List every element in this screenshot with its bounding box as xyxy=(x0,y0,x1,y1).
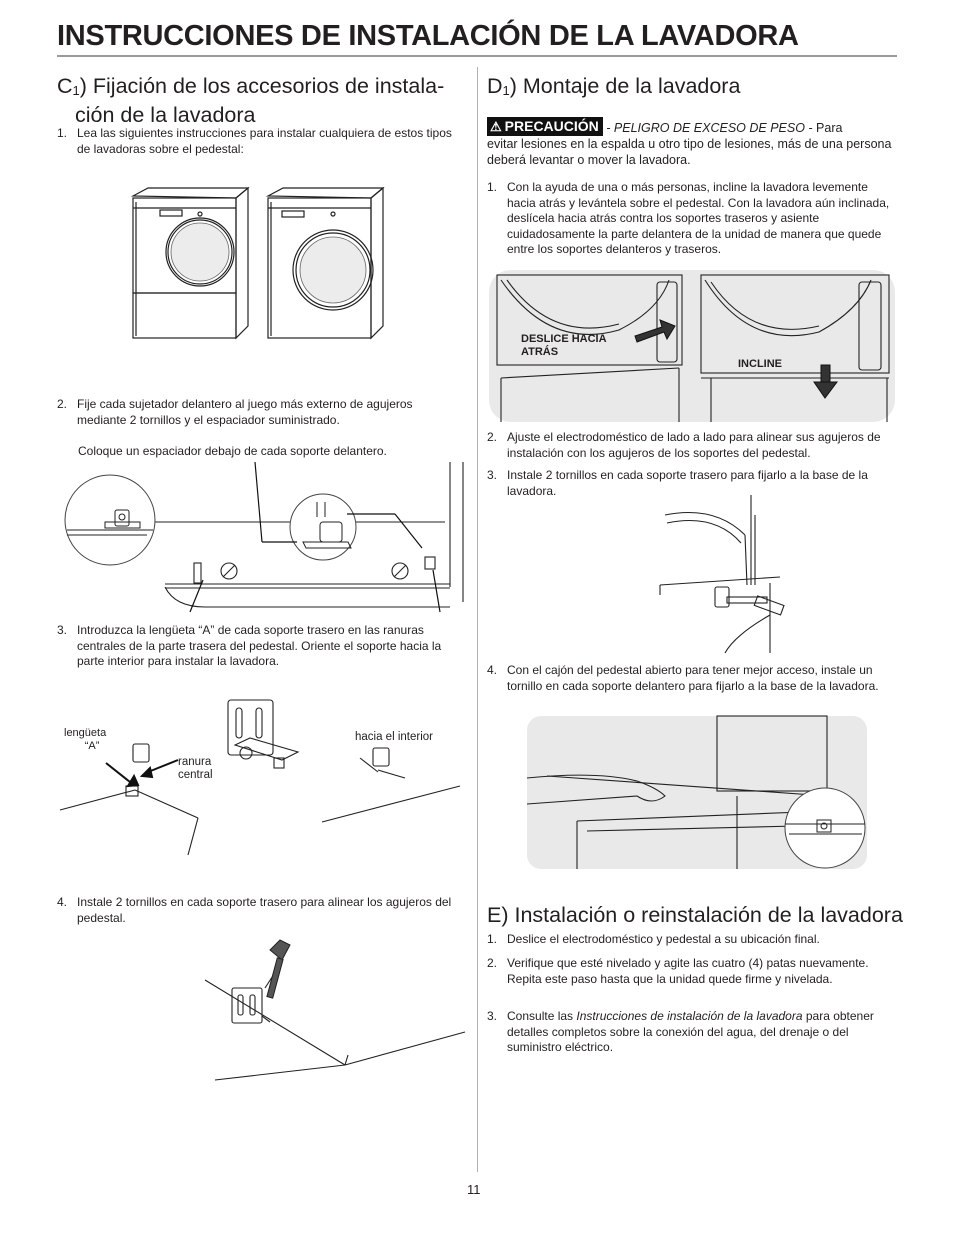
step-text: Con la ayuda de una o más personas, incline la lavadora levemente hacia atrás y levántela sobre el pedestal. Con la lavadora aún inclinada, deslícela hacia atrás contra los soportes traseros y asiente cuidadosamente la parte delantera de la unidad de manera que quede entre los soportes delanteros y traseros. xyxy=(507,180,890,256)
heading-line-2: ción de la lavadora xyxy=(75,103,256,127)
rear-bracket-tab-illustration xyxy=(60,690,465,860)
front-screw-hand-illustration xyxy=(527,716,867,871)
heading-text: ) Montaje de la lavadora xyxy=(509,74,741,98)
heading-line-1: ) Fijación de los accesorios de instala- xyxy=(79,74,445,98)
step-c3 xyxy=(57,623,462,670)
step-text: Consulte las Instrucciones de instalación de la lavadora para obtener detalles completos sobre la conexión del agua, del drenaje o del suministro eléctrico. xyxy=(507,1009,874,1054)
heading-subscript: 1 xyxy=(502,83,510,98)
step-number: 1. xyxy=(487,932,498,946)
heading-subscript: 1 xyxy=(72,83,80,98)
step-text: Instale 2 tornillos en cada soporte trasero para alinear los agujeros del pedestal. xyxy=(77,895,452,925)
step-d2 xyxy=(487,430,892,461)
caution-title: PELIGRO DE EXCESO DE PESO xyxy=(613,121,805,135)
page-title: INSTRUCCIONES DE INSTALACIÓN DE LA LAVADORA xyxy=(57,20,799,52)
step-d1 xyxy=(487,180,892,258)
warning-triangle-icon: ⚠ xyxy=(490,119,502,134)
step-text: Instale 2 tornillos en cada soporte trasero para fijarlo a la base de la lavadora. xyxy=(507,468,868,498)
step-c1 xyxy=(57,126,462,157)
front-bracket-illustration xyxy=(65,462,465,612)
step-number: 4. xyxy=(487,663,498,677)
step-text: Introduzca la lengüeta “A” de cada soporte trasero en las ranuras centrales de la parte trasera del pedestal. Oriente el soporte hacia la parte interior para instalar la lavadora. xyxy=(77,623,442,668)
section-c-heading xyxy=(57,74,467,127)
step-number: 3. xyxy=(487,1009,498,1023)
rear-bracket-screw-illustration xyxy=(200,940,470,1085)
step-text: Verifique que esté nivelado y agite las cuatro (4) patas nuevamente. Repita este paso hasta que la unidad quede firme y nivelada. xyxy=(507,956,869,986)
step-number: 2. xyxy=(57,397,68,411)
step-number: 4. xyxy=(57,895,68,909)
page-number: 11 xyxy=(467,1182,481,1197)
step-e3 xyxy=(487,1009,892,1056)
step-text: Con el cajón del pedestal abierto para tener mejor acceso, instale un tornillo en cada soporte delantero para fijarlo a la base de la lavadora. xyxy=(507,663,879,693)
spacer-caption: Coloque un espaciador debajo de cada soporte delantero. xyxy=(78,444,387,458)
slide-back-label: DESLICE HACIA ATRÁS xyxy=(521,333,607,358)
step-d4 xyxy=(487,663,892,694)
step-number: 3. xyxy=(57,623,68,637)
step-text: Ajuste el electrodoméstico de lado a lado para alinear sus agujeros de instalación con los agujeros de los soportes del pedestal. xyxy=(507,430,881,460)
step-number: 1. xyxy=(487,180,498,194)
step-c2 xyxy=(57,397,462,428)
step-e2 xyxy=(487,956,872,987)
step-e1 xyxy=(487,932,892,948)
step-text: Fije cada sujetador delantero al juego más externo de agujeros mediante 2 tornillos y el espaciador suministrado. xyxy=(77,397,413,427)
caution-lead: Para xyxy=(816,121,843,135)
heading-prefix: D xyxy=(487,74,503,98)
rear-screw-base-illustration xyxy=(655,495,785,655)
section-d-heading xyxy=(487,74,740,103)
caution-badge: ⚠ PRECAUCIÓN xyxy=(487,117,603,136)
step-number: 2. xyxy=(487,956,498,970)
step-number: 2. xyxy=(487,430,498,444)
tilt-label: INCLINE xyxy=(738,358,782,370)
step-text: Deslice el electrodoméstico y pedestal a su ubicación final. xyxy=(507,932,820,946)
two-washers-illustration xyxy=(128,188,390,343)
caution-text: evitar lesiones en la espalda u otro tipo de lesiones, más de una persona deberá levantar o mover la lavadora. xyxy=(487,137,892,167)
heading-prefix: C xyxy=(57,74,73,98)
section-e-heading: E) Instalación o reinstalación de la lavadora xyxy=(487,903,903,927)
center-slot-label: ranura central xyxy=(178,756,213,781)
step-number: 1. xyxy=(57,126,68,140)
tab-a-label: lengüeta “A” xyxy=(64,727,107,752)
title-rule xyxy=(57,55,897,57)
step-c4 xyxy=(57,895,462,926)
step-text: Lea las siguientes instrucciones para instalar cualquiera de estos tipos de lavadoras sobre el pedestal: xyxy=(77,126,452,156)
column-divider xyxy=(477,67,478,1172)
caution-block: ⚠ PRECAUCIÓN - PELIGRO DE EXCESO DE PESO - Para evitar lesiones en la espalda u otro tipo de lesiones, más de una persona deberá levantar o mover la lavadora. xyxy=(487,118,892,167)
step-number: 3. xyxy=(487,468,498,482)
inward-label: hacia el interior xyxy=(355,731,433,743)
